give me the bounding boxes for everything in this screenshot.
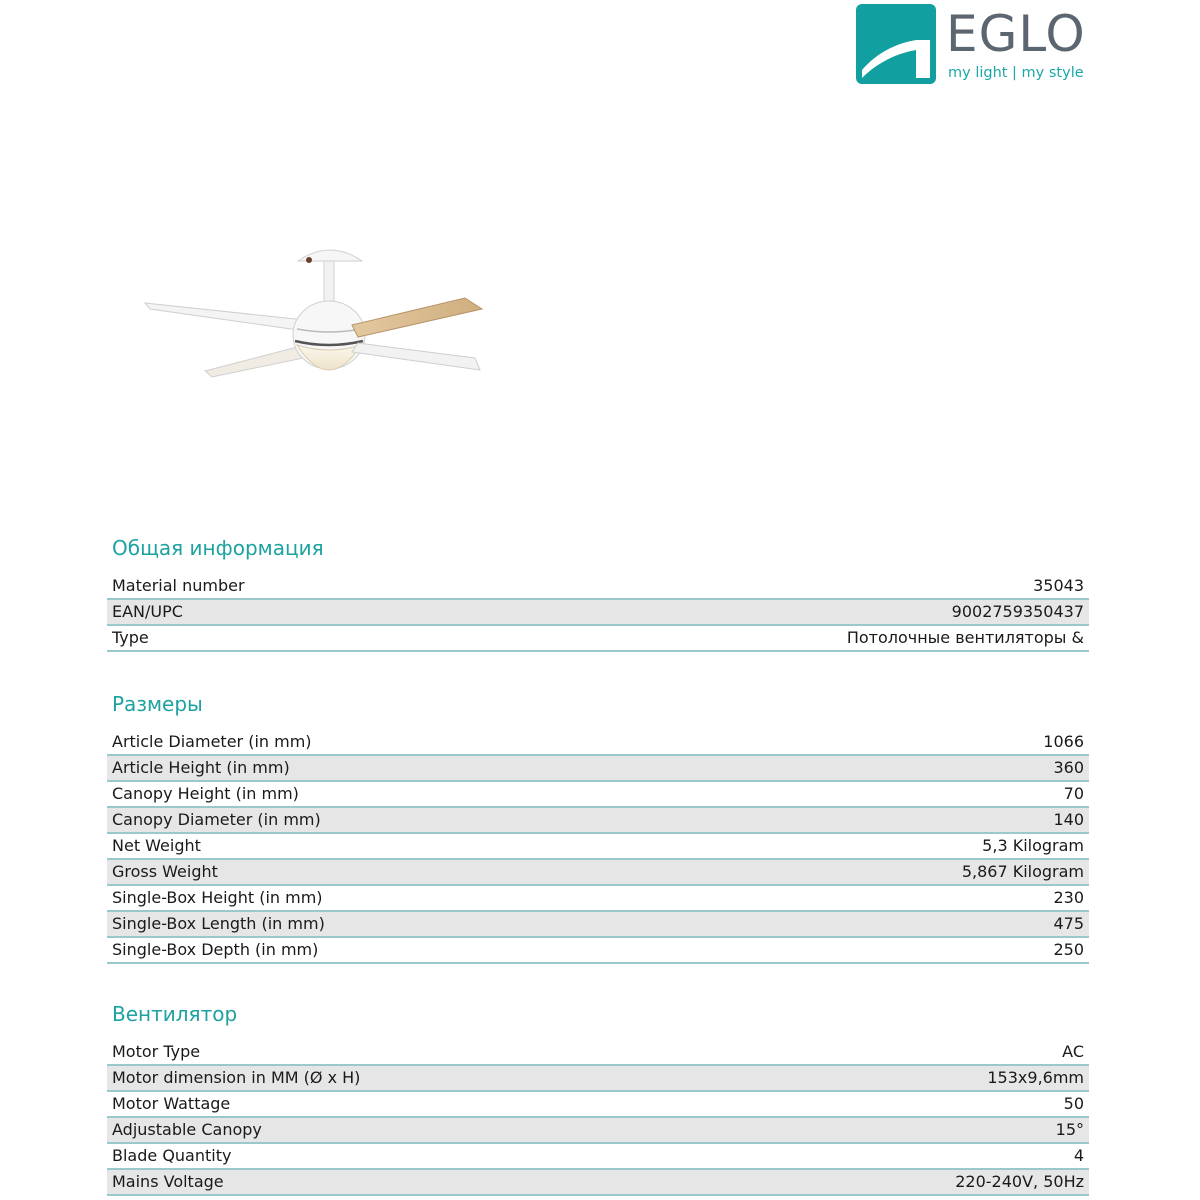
section-title-fan: Вентилятор xyxy=(112,1002,238,1026)
section-title-dimensions: Размеры xyxy=(112,692,203,716)
spec-value: 153x9,6mm xyxy=(598,1065,1089,1091)
spec-label: Motor Type xyxy=(107,1039,598,1065)
spec-value: 1066 xyxy=(598,729,1089,755)
spec-value: 35043 xyxy=(598,573,1089,599)
table-row xyxy=(107,625,1089,651)
spec-value: 230 xyxy=(598,885,1089,911)
spec-label: Article Height (in mm) xyxy=(107,755,598,781)
spec-value: 9002759350437 xyxy=(598,599,1089,625)
spec-label: Net Weight xyxy=(107,833,598,859)
spec-label: Type xyxy=(107,625,598,651)
table-row xyxy=(107,1039,1089,1065)
table-row xyxy=(107,937,1089,963)
table-row xyxy=(107,1169,1089,1195)
ceiling-fan-product-image xyxy=(130,225,510,395)
brand-tagline: my light | my style xyxy=(948,65,1084,81)
table-row xyxy=(107,1143,1089,1169)
eglo-logo xyxy=(856,4,1096,88)
spec-value: Потолочные вентиляторы & xyxy=(598,625,1089,651)
table-row xyxy=(107,1065,1089,1091)
brand-name: EGLO xyxy=(946,5,1086,63)
spec-label: Canopy Diameter (in mm) xyxy=(107,807,598,833)
table-row xyxy=(107,729,1089,755)
table-row xyxy=(107,911,1089,937)
spec-label: Single-Box Height (in mm) xyxy=(107,885,598,911)
spec-value: 15° xyxy=(598,1117,1089,1143)
spec-label: Adjustable Canopy xyxy=(107,1117,598,1143)
spec-value: 250 xyxy=(598,937,1089,963)
spec-value: 220-240V, 50Hz xyxy=(598,1169,1089,1195)
spec-label: Mains Voltage xyxy=(107,1169,598,1195)
spec-table-fan xyxy=(107,1039,1089,1196)
spec-value: AC xyxy=(598,1039,1089,1065)
eglo-logo-mark-icon xyxy=(856,4,936,84)
table-row xyxy=(107,807,1089,833)
table-row xyxy=(107,885,1089,911)
spec-label: Material number xyxy=(107,573,598,599)
spec-label: Motor dimension in MM (Ø x H) xyxy=(107,1065,598,1091)
table-row xyxy=(107,859,1089,885)
spec-value: 4 xyxy=(598,1143,1089,1169)
spec-label: Canopy Height (in mm) xyxy=(107,781,598,807)
spec-value: 140 xyxy=(598,807,1089,833)
table-row xyxy=(107,599,1089,625)
spec-label: Single-Box Depth (in mm) xyxy=(107,937,598,963)
spec-table-dimensions xyxy=(107,729,1089,964)
spec-value: 70 xyxy=(598,781,1089,807)
spec-label: Blade Quantity xyxy=(107,1143,598,1169)
spec-label: EAN/UPC xyxy=(107,599,598,625)
spec-label: Gross Weight xyxy=(107,859,598,885)
table-row xyxy=(107,781,1089,807)
table-row xyxy=(107,1091,1089,1117)
spec-label: Single-Box Length (in mm) xyxy=(107,911,598,937)
table-row xyxy=(107,1117,1089,1143)
spec-value: 360 xyxy=(598,755,1089,781)
table-row xyxy=(107,573,1089,599)
spec-label: Motor Wattage xyxy=(107,1091,598,1117)
spec-table-general xyxy=(107,573,1089,652)
spec-label: Article Diameter (in mm) xyxy=(107,729,598,755)
table-row xyxy=(107,833,1089,859)
spec-value: 50 xyxy=(598,1091,1089,1117)
spec-value: 475 xyxy=(598,911,1089,937)
section-title-general: Общая информация xyxy=(112,536,324,560)
spec-value: 5,867 Kilogram xyxy=(598,859,1089,885)
table-row xyxy=(107,755,1089,781)
spec-value: 5,3 Kilogram xyxy=(598,833,1089,859)
